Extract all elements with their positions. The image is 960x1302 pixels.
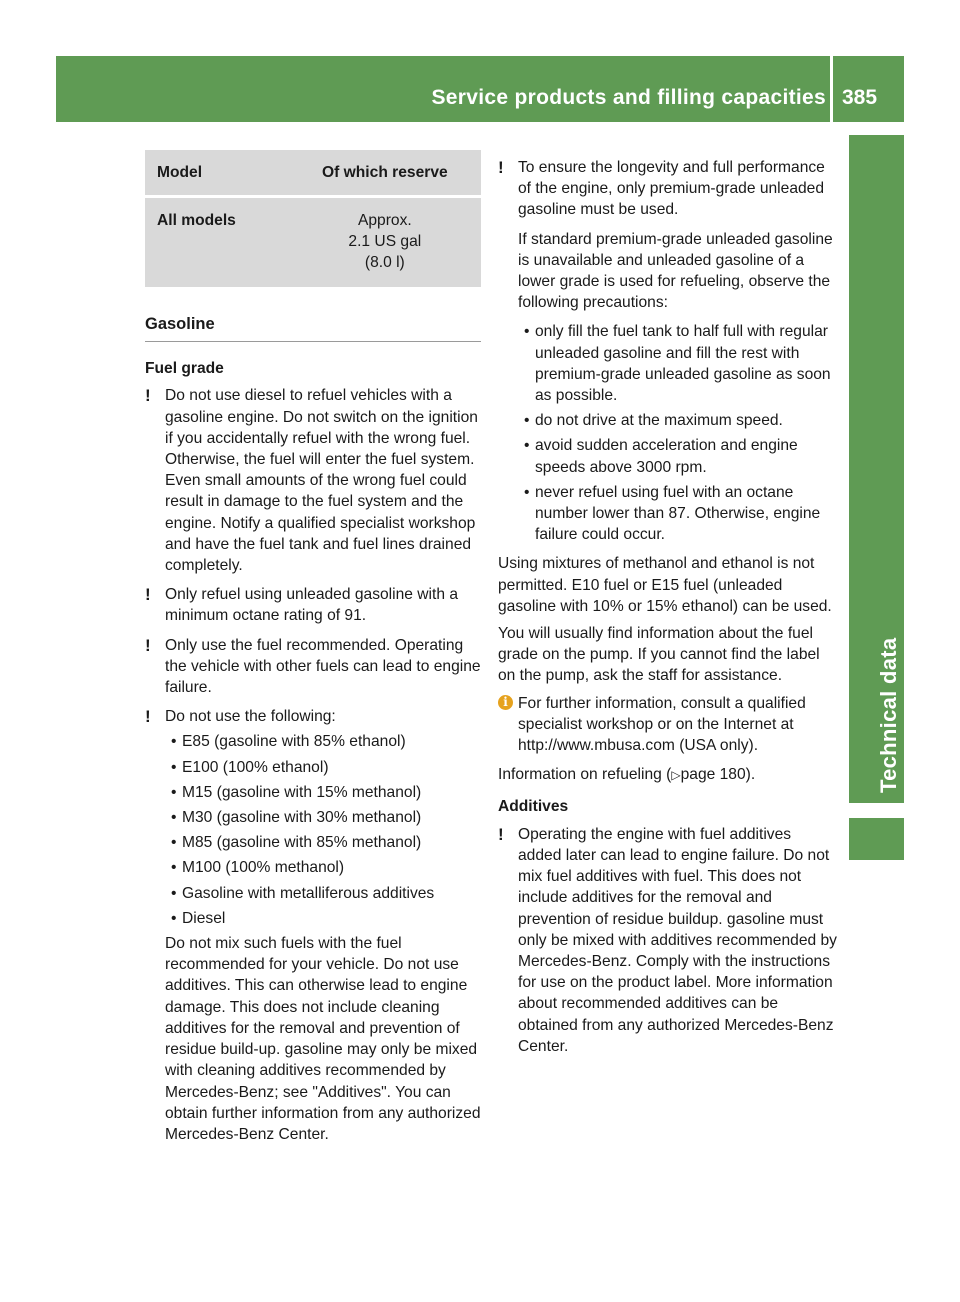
list-item: • never refuel using fuel with an octane number lower than 87. Otherwise, engine failure could occur. xyxy=(518,482,838,546)
warning-note xyxy=(498,157,838,545)
warning-icon: ! xyxy=(498,824,504,844)
note-text: To ensure the longevity and full performance of the engine, only premium-grade unleaded gasoline must be used. xyxy=(518,159,825,219)
list-item: • M85 (gasoline with 85% methanol) xyxy=(165,832,481,853)
reserve-table xyxy=(145,150,481,287)
column-header-model: Model xyxy=(157,164,203,181)
section-title: Gasoline xyxy=(145,314,481,342)
list-item: • E85 (gasoline with 85% ethanol) xyxy=(165,731,481,752)
header-title: Service products and filling capacities xyxy=(431,86,826,109)
page-header xyxy=(56,56,904,122)
fuel-grade-heading: Fuel grade xyxy=(145,360,224,378)
note-text: Operating the engine with fuel additives added later can lead to engine failure. Do not mix fuel additives with fuel. This does not include additives for the removal and prevention of residue buildup. gasoline must only be mixed with additives recommended by Mercedes-Benz. Comply with the instructions for use on the product label. More information about recommended additives can be obtained from any authorized Mercedes-Benz Center. xyxy=(518,825,837,1055)
right-column xyxy=(498,157,838,1065)
note-text: Only refuel using unleaded gasoline with a minimum octane rating of 91. xyxy=(165,586,459,625)
warning-icon: ! xyxy=(145,635,151,655)
chapter-marker xyxy=(849,818,904,860)
list-item: • Gasoline with metalliferous additives xyxy=(165,883,481,904)
additives-heading: Additives xyxy=(498,798,569,816)
table-row xyxy=(145,197,481,288)
info-note xyxy=(498,693,838,757)
precautions-list xyxy=(518,321,838,545)
warning-icon: ! xyxy=(498,158,504,177)
forbidden-fuels-list xyxy=(165,731,481,929)
header-separator xyxy=(830,56,833,122)
list-item: • Diesel xyxy=(165,908,481,929)
warning-note xyxy=(498,824,838,1057)
warning-icon: ! xyxy=(145,585,151,605)
warning-note xyxy=(145,584,481,626)
warning-icon: ! xyxy=(145,707,151,727)
list-item: • E100 (100% ethanol) xyxy=(165,757,481,778)
list-item: • M100 (100% methanol) xyxy=(165,857,481,878)
chapter-tab-label: Technical data xyxy=(876,637,901,793)
warning-icon: ! xyxy=(145,386,151,406)
note-text: If standard premium-grade unleaded gasoline is unavailable and unleaded gasoline of a lower grade is used for refueling, observe the following precautions: xyxy=(518,230,833,312)
refueling-reference xyxy=(498,764,838,786)
chapter-tab[interactable] xyxy=(849,135,904,803)
warning-note xyxy=(145,706,481,1145)
note-text: Do not use diesel to refuel vehicles with a gasoline engine. Do not switch on the ignition if you accidentally refuel with the wrong fuel. Otherwise, the fuel will enter the fuel system. Even small amounts of the wrong fuel could result in damage to the fuel system and the engine. Notify a qualified specialist workshop and have the fuel tank and fuel lines drained completely. xyxy=(165,387,478,575)
table-header-row xyxy=(145,150,481,197)
page-number: 385 xyxy=(842,86,878,109)
warning-note xyxy=(145,385,481,576)
list-item: • do not drive at the maximum speed. xyxy=(518,410,838,431)
arrow-icon: ▷ xyxy=(671,768,681,783)
page-link[interactable]: page 180 xyxy=(680,766,746,784)
info-icon: i xyxy=(498,695,513,710)
mixtures-paragraph: Using mixtures of methanol and ethanol is not permitted. E10 fuel or E15 fuel (unleaded gasoline with 10% or 15% ethanol) can be used. xyxy=(498,555,832,615)
list-item: • M30 (gasoline with 30% methanol) xyxy=(165,807,481,828)
reference-suffix: ). xyxy=(745,766,756,784)
note-text: Do not mix such fuels with the fuel recommended for your vehicle. Do not use additives. This can otherwise lead to engine damage. This does not include cleaning additives for the removal and prevention of residue build-up. gasoline may only be mixed with cleaning additives recommended by Mercedes-Benz; see "Additives". You can obtain further information from any authorized Mercedes-Benz Center. xyxy=(165,935,481,1143)
pump-paragraph: You will usually find information about the fuel grade on the pump. If you cannot find the label on the pump, ask the staff for assistance. xyxy=(498,625,820,685)
left-column xyxy=(145,150,481,1153)
column-header-reserve: Of which reserve xyxy=(322,164,448,181)
reference-prefix: Information on refueling ( xyxy=(498,766,672,784)
cell-model: All models xyxy=(157,212,236,229)
cell-reserve: Approx. 2.1 US gal (8.0 l) xyxy=(348,212,422,271)
list-item: • M15 (gasoline with 15% methanol) xyxy=(165,782,481,803)
note-text: Only use the fuel recommended. Operating the vehicle with other fuels can lead to engine failure. xyxy=(165,636,481,697)
list-item: • only fill the fuel tank to half full with regular unleaded gasoline and fill the rest with premium-grade unleaded gasoline as soon as possible. xyxy=(518,321,838,406)
list-item: • avoid sudden acceleration and engine speeds above 3000 rpm. xyxy=(518,435,838,477)
note-text: Do not use the following: xyxy=(165,708,336,726)
warning-note xyxy=(145,635,481,699)
note-text: For further information, consult a qualified specialist workshop or on the Internet at http://www.mbusa.com (USA only). xyxy=(518,694,806,755)
